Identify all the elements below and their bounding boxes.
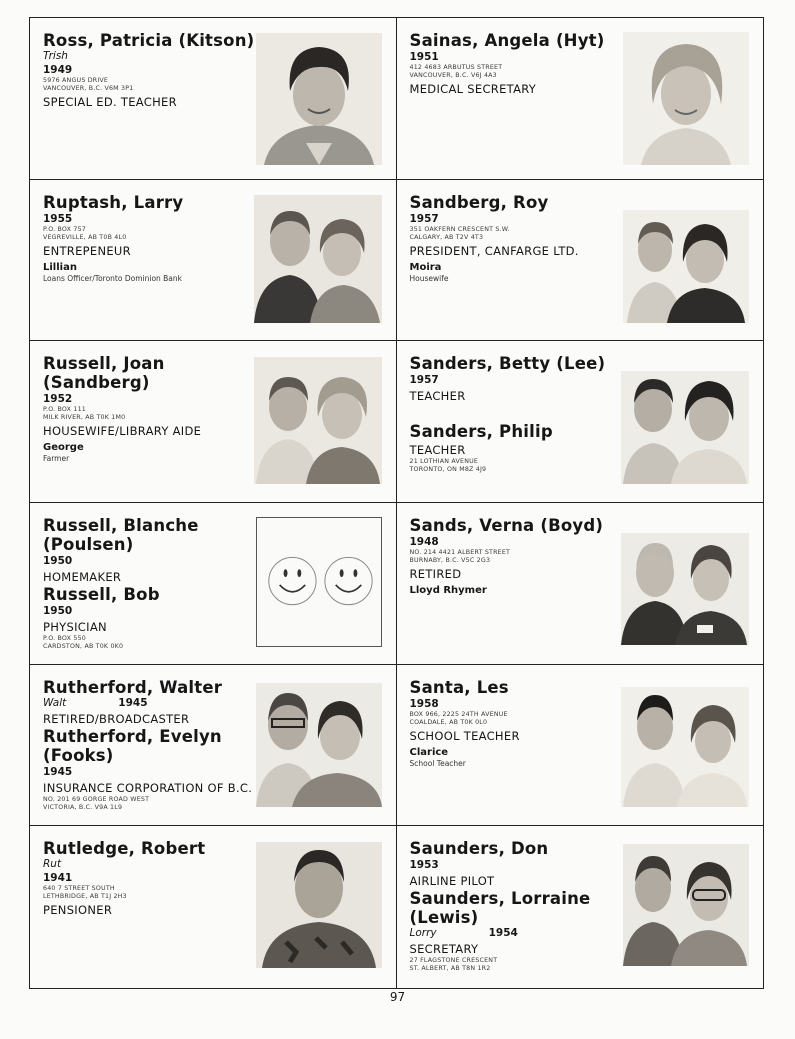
entry-address-line2: COALDALE, AB T0K 0L0 <box>409 718 488 726</box>
entry-address-line1: 5976 ANGUS DRIVE <box>43 77 109 84</box>
entry-second-year: 1954 <box>488 927 518 940</box>
entry-address-line2: VANCOUVER, B.C. V6M 3P1 <box>43 85 134 92</box>
portrait-photo <box>256 842 382 968</box>
entry-address-line1: 27 FLAGSTONE CRESCENT <box>409 957 498 965</box>
entry-name: Sanders, Betty (Lee) <box>409 354 606 374</box>
entry-year: 1948 <box>409 536 439 548</box>
entry-address-line1: 640 7 STREET SOUTH <box>43 885 115 893</box>
entry-year: 1952 <box>43 393 73 406</box>
entry-nickname: Rut <box>43 858 62 871</box>
entry-spouse-occupation: School Teacher <box>409 758 466 768</box>
portrait-photo <box>256 33 382 165</box>
entry-spouse-occupation: Loans Officer/Toronto Dominion Bank <box>43 273 183 283</box>
entry-name: Ross, Patricia (Kitson) <box>43 31 255 50</box>
portrait-photo <box>623 32 749 165</box>
entry-occupation: SCHOOL TEACHER <box>409 728 520 743</box>
entry-name: Sands, Verna (Boyd) <box>409 516 604 535</box>
entry-address-line2: CARDSTON, AB T0K 0K0 <box>43 643 124 650</box>
entry-address-line2: TORONTO, ON M8Z 4J9 <box>409 466 487 474</box>
entry-address-line2: BURNABY, B.C. V5C 2G3 <box>409 557 491 564</box>
entry-name: Russell, Blanche <box>43 516 199 535</box>
entry-year: 1953 <box>409 859 439 872</box>
entry-address-line1: P.O. BOX 111 <box>43 406 87 414</box>
entry-second-year: 1945 <box>43 765 73 778</box>
entry-occupation: SPECIAL ED. TEACHER <box>43 95 177 109</box>
entry-year: 1957 <box>409 212 439 225</box>
entry-second-nickname-row <box>410 927 625 940</box>
entry-sainas-angela <box>397 18 764 180</box>
entry-occupation: AIRLINE PILOT <box>409 874 495 889</box>
couple-photo <box>621 371 749 484</box>
entry-ruptash-larry <box>30 180 397 342</box>
entry-rutherford-walter-evelyn <box>30 665 397 827</box>
couple-photo <box>623 844 749 966</box>
entry-sanders-betty-philip <box>397 341 764 503</box>
entry-second-name: Saunders, Lorraine <box>409 889 591 909</box>
entry-year: 1950 <box>43 555 73 567</box>
entry-name: Saunders, Don <box>409 839 549 859</box>
entry-occupation: ENTREPENEUR <box>43 243 131 258</box>
entry-year: 1955 <box>43 212 73 225</box>
entry-sandberg-roy <box>397 180 764 342</box>
smiley-face-icon <box>324 557 371 604</box>
entry-name: Rutherford, Walter <box>43 677 223 697</box>
entry-second-year: 1950 <box>43 605 73 617</box>
entry-spouse: Lillian <box>43 261 77 273</box>
entry-year: 1951 <box>409 51 439 63</box>
entry-second-name: Sanders, Philip <box>409 422 553 442</box>
entry-occupation: RETIRED/BROADCASTER <box>43 711 190 726</box>
entry-ross-patricia <box>30 18 397 180</box>
entry-address-line2: MILK RIVER, AB T0K 1M0 <box>43 414 126 422</box>
entry-russell-joan <box>30 341 397 503</box>
entry-address-line2: CALGARY, AB T2V 4T3 <box>409 233 484 241</box>
entry-address-line1: BOX 966, 2225 24TH AVENUE <box>409 710 508 718</box>
entry-santa-les <box>397 665 764 827</box>
entry-rutledge-robert <box>30 826 397 988</box>
entry-maiden-name: (Poulsen) <box>43 535 134 554</box>
entry-name: Santa, Les <box>409 677 509 697</box>
entry-name: Sainas, Angela (Hyt) <box>409 31 605 50</box>
entry-maiden-name: (Sandberg) <box>43 373 150 393</box>
entry-address-line2: VEGREVILLE, AB T0B 4L0 <box>43 233 127 241</box>
entry-second-name: Russell, Bob <box>43 585 160 604</box>
entry-occupation: HOUSEWIFE/LIBRARY AIDE <box>43 424 202 439</box>
entry-second-occupation: INSURANCE CORPORATION OF B.C. <box>43 780 253 795</box>
couple-photo <box>623 210 749 323</box>
entry-saunders-don-lorraine <box>397 826 764 988</box>
entry-nickname: Trish <box>43 50 68 62</box>
entry-year: 1945 <box>118 696 148 709</box>
entry-second-maiden-name: (Lewis) <box>409 908 479 928</box>
entry-occupation: PENSIONER <box>43 903 113 918</box>
entry-spouse: George <box>43 442 84 454</box>
entry-second-occupation: TEACHER <box>409 443 466 458</box>
entry-second-occupation: SECRETARY <box>409 942 479 957</box>
entry-address-line2: ST. ALBERT, AB T8N 1R2 <box>409 965 491 973</box>
couple-photo <box>256 683 382 807</box>
entry-occupation: MEDICAL SECRETARY <box>409 82 537 96</box>
entry-address-line2: VICTORIA, B.C. V9A 1L9 <box>43 803 123 811</box>
entry-spouse: Clarice <box>409 746 449 758</box>
entry-name: Sandberg, Roy <box>409 192 549 212</box>
entry-second-occupation: PHYSICIAN <box>43 620 107 634</box>
entry-address-line1: 412 4683 ARBUTUS STREET <box>409 64 503 71</box>
entry-second-name: Rutherford, Evelyn <box>43 726 222 746</box>
entry-year: 1949 <box>43 64 73 76</box>
entry-nickname-row <box>43 697 258 710</box>
entry-year: 1958 <box>409 697 439 710</box>
entry-name: Russell, Joan <box>43 354 165 374</box>
couple-photo <box>254 357 382 484</box>
couple-photo <box>621 687 749 807</box>
entry-spouse-occupation: Farmer <box>43 454 70 464</box>
entry-russell-blanche-bob <box>30 503 397 665</box>
entry-name: Rutledge, Robert <box>43 839 206 859</box>
entry-address-line2: LETHBRIDGE, AB T1J 2H3 <box>43 893 127 901</box>
entry-address-line1: 351 OAKFERN CRESCENT S.W. <box>409 225 510 233</box>
entry-address-line1: P.O. BOX 550 <box>43 635 87 642</box>
entry-year: 1957 <box>409 374 439 387</box>
entry-occupation: RETIRED <box>409 567 462 581</box>
entry-address-line1: NO. 214 4421 ALBERT STREET <box>409 549 511 556</box>
entry-address-line1: 21 LOTHIAN AVENUE <box>409 458 479 466</box>
entry-spouse: Moira <box>409 261 442 273</box>
entry-year: 1941 <box>43 872 73 885</box>
directory-grid <box>29 17 764 989</box>
entry-address-line2: VANCOUVER, B.C. V6J 4A3 <box>409 72 497 79</box>
entry-occupation: TEACHER <box>409 389 466 404</box>
entry-address-line1: NO. 201 69 GORGE ROAD WEST <box>43 795 150 803</box>
entry-occupation: PRESIDENT, CANFARGE LTD. <box>409 243 579 258</box>
page-number: 97 <box>389 990 406 1004</box>
entry-nickname: Walt <box>43 696 67 709</box>
entry-occupation: HOMEMAKER <box>43 570 122 584</box>
couple-photo <box>254 195 382 323</box>
entry-second-nickname: Lorry <box>409 927 437 940</box>
couple-photo <box>621 533 749 645</box>
smiley-face-icon <box>268 557 315 604</box>
entry-spouse: Lloyd Rhymer <box>409 585 487 596</box>
entry-sands-verna <box>397 503 764 665</box>
entry-name: Ruptash, Larry <box>43 192 184 212</box>
entry-address-line1: P.O. BOX 757 <box>43 225 87 233</box>
entry-spouse-occupation: Housewife <box>409 273 449 283</box>
smiley-placeholder <box>256 517 382 647</box>
entry-second-maiden-name: (Fooks) <box>43 745 114 765</box>
